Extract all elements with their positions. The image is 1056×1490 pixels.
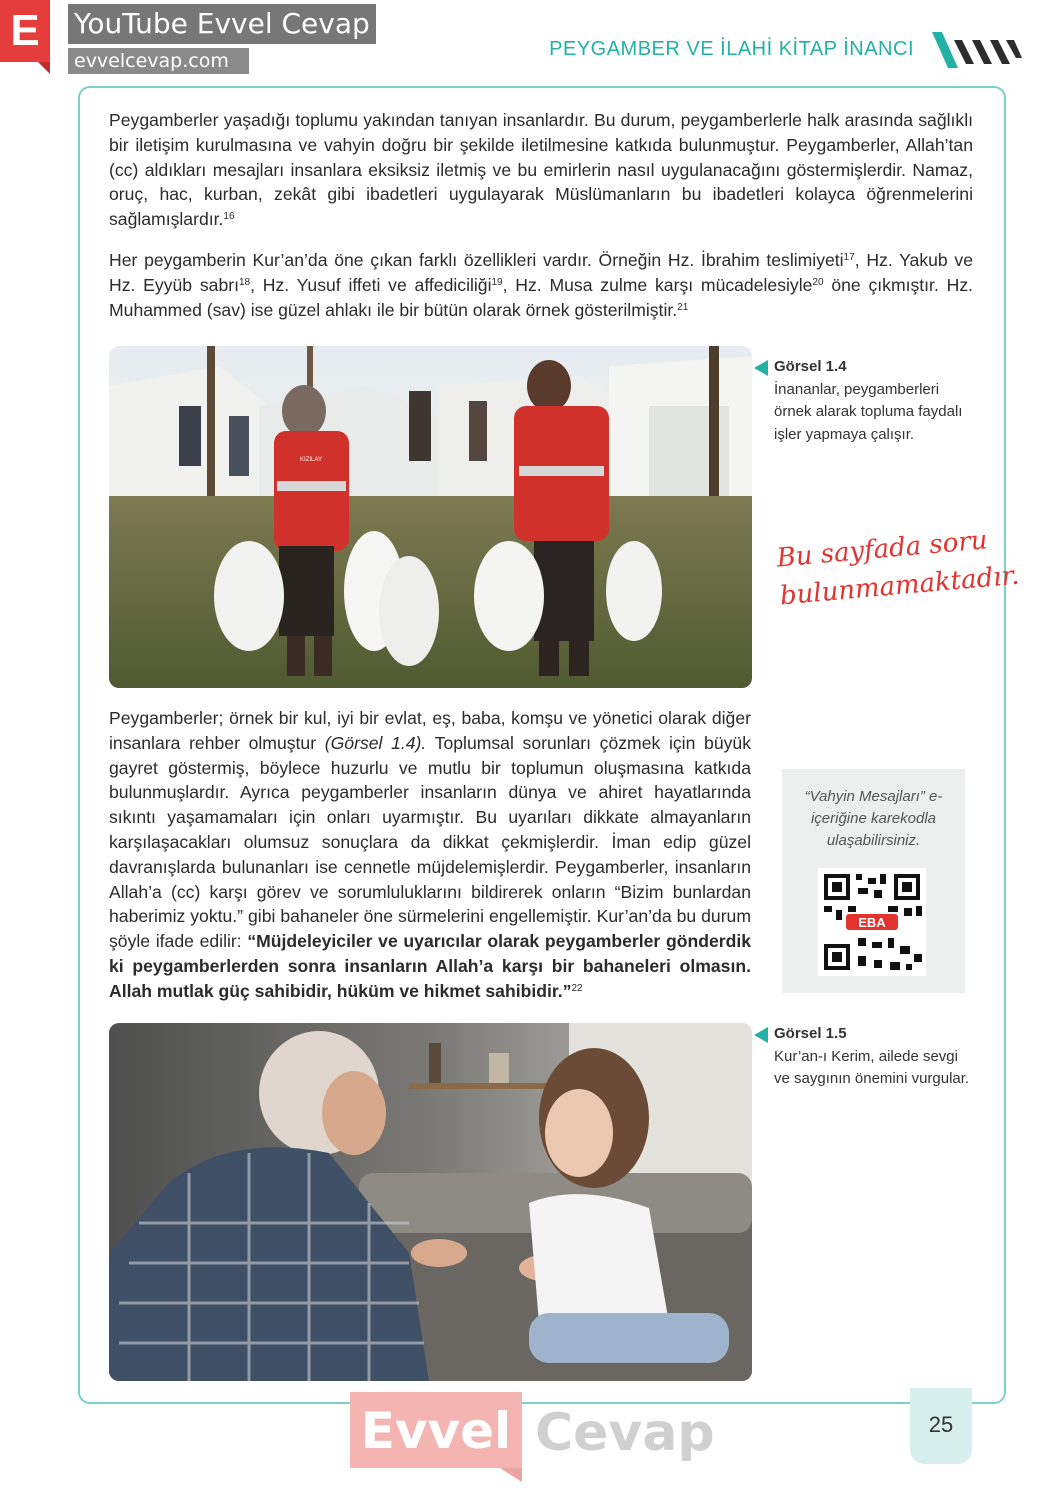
qr-code-icon[interactable] — [818, 868, 926, 976]
note-line-2: bulunmamaktadır. — [778, 560, 1021, 612]
paragraph-1: Peygamberler yaşadığı toplumu yakından tanıyan insanlardır. Bu durum, peygamberlerle halk arasında sağlıklı bir iletişim kurulmasına ve vahyin doğru bir şekilde iletilmesine katkıda bulunmuştur. Peygamberler, Allah’tan (cc) aldıkları mesajları insanlara eksiksiz iletmiş ve bu emirlerin nasıl uygulanacağını göstermişlerdir. Namaz, oruç, hac, kurban, zekât gibi ibadetleri uygulayarak Müslümanların bu ibadetleri kolayca öğrenmelerini sağlamışlardır.$^{16}$ — [109, 110, 973, 230]
figure-2-title: Görsel 1.5 — [774, 1025, 847, 1042]
photo-volunteers — [109, 346, 752, 688]
svg-text:Evvel: Evvel — [360, 1402, 512, 1460]
page-number: 25 — [928, 1412, 954, 1437]
photo-grandfather-child — [109, 1023, 752, 1381]
footnote-ref: 16 — [223, 211, 235, 223]
watermark-channel-title: YouTube Evvel Cevap — [68, 4, 376, 44]
chapter-title: PEYGAMBER VE İLAHİ KİTAP İNANCI — [549, 38, 914, 60]
figure-1-text: İnananlar, peygamberleri örnek alarak topluma faydalı işler yapmaya çalışır. — [774, 380, 963, 443]
figure-1-caption — [774, 356, 974, 446]
paragraph-3: Peygamberler; örnek bir kul, iyi bir evlat, eş, baba, komşu ve yönetici olarak diğer insanlara rehber olmuştur (Görsel 1.4). Toplumsal sorunları çözmek için büyük gayret göstermiş, böylece huzurlu ve mutlu bir toplumun oluşmasına katkıda bulunmuşlardır. Ayrıca peygamberler insanların dünya ve ahiret hayatlarında sıkıntı yaşamamaları için onları uyarmıştır. Bu uyarıları dikkate almayanların karşılaşacakları olumsuz sonuçlara da dikkat çekmişlerdir. İman edip güzel davranışlarda bulunanları ise cennetle müjdelemişlerdir. Peygamberler, insanların Allah’a (cc) karşı görev ve sorumluluklarını bildirerek onların “Bizim bunlardan haberimiz yoktu.” gibi bahaneler öne sürmelerini engellemiştir. Kur’an’da bu durum şöyle ifade edilir: “Müjdeleyiciler ve uyarıcılar olarak peygamberler gönderdik ki peygamberlerden sonra insanların Allah’a karşı bir bahaneleri olmasın. Allah mutlak güç sahibidir, hüküm ve hikmet sahibidir.”$^{22}$ — [109, 708, 751, 1001]
figure-2-caption — [774, 1023, 974, 1091]
caption-arrow-icon — [754, 360, 768, 376]
watermark-bottom-logo — [350, 1392, 730, 1482]
figure-reference: (Görsel 1.4). — [324, 732, 427, 753]
vest-label: KIZILAY — [300, 457, 322, 463]
figure-1-title: Görsel 1.4 — [774, 358, 847, 375]
eba-logo: EBA — [858, 915, 886, 930]
qr-info-text: “Vahyin Mesajları” e-içeriğine karekodla ulaşabilirsiniz. — [804, 788, 943, 849]
caption-arrow-icon — [754, 1027, 768, 1043]
watermark-logo-badge: E — [0, 0, 50, 62]
svg-text:Cevap: Cevap — [535, 1403, 715, 1463]
note-line-1: Bu sayfada soru — [775, 525, 989, 574]
header-stripes-decoration — [928, 30, 1024, 70]
figure-2-text: Kur’an-ı Kerim, ailede sevgi ve saygının önemini vurgular. — [774, 1047, 970, 1087]
quran-quote: “Müjdeleyiciler ve uyarıcılar olarak peygamberler gönderdik ki peygamberlerden sonra insanların Allah’a karşı bir bahaneleri olmasın. Allah mutlak güç sahibidir, hüküm ve hikmet sahibidir.” — [109, 931, 751, 1001]
watermark-url: evvelcevap.com — [68, 48, 249, 74]
paragraph-2: Her peygamberin Kur’an’da öne çıkan farklı özellikleri vardır. Örneğin Hz. İbrahim teslimiyeti$^{17}$, Hz. Yakub ve Hz. Eyyüb sabrı$^{18}$, Hz. Yusuf iffeti ve affediciliği$^{19}$, Hz. Musa zulme karşı mücadelesiyle$^{20}$ öne çıkmıştır. Hz. Muhammed (sav) ise güzel ahlakı ile bir bütün olarak örnek gösterilmiştir.$^{21}$ — [109, 250, 974, 320]
